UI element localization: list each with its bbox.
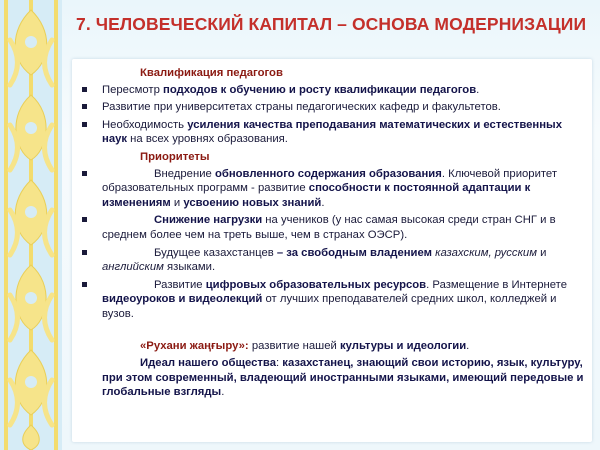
item-italic: английским [102,261,164,274]
kazakh-ornament-icon [0,0,62,450]
item-text: на учеников (у нас самая высокая среди стран СНГ и в среднем более чем на треть выше, чем в странах ОЭСР). [102,214,556,241]
item-text: : [276,357,283,370]
item-text: . [321,196,325,209]
bullet-icon [82,122,87,127]
section-heading-qualification: Квалификация педагогов [140,67,283,79]
item-emphasis: усиления качества преподавания математических и естественных наук [102,118,562,146]
ornament-strip [0,0,62,450]
bullet-icon [82,104,87,109]
ideal-of-society [76,356,590,400]
list-item [76,83,590,98]
item-text: от лучших преподавателей средних школ, колледжей и вузов. [102,293,557,320]
item-text: Внедрение [154,167,215,180]
item-emphasis: усвоению новых знаний [183,196,322,209]
ruhani-zhangyru-line [76,339,590,354]
item-emphasis: подходов к обучению и росту квалификации педагогов [163,83,477,96]
list-item [76,118,590,147]
item-emphasis: – за свободным владением [273,246,432,259]
list-item [76,278,590,322]
item-text: . [221,386,225,399]
item-text: на всех уровнях образования. [127,133,288,146]
item-text: Развитие [154,278,206,291]
item-text: . Размещение в Интернете [426,278,567,291]
item-text: . [466,339,470,352]
item-emphasis: видеоуроков и видеолекций [102,293,263,306]
list-item [76,167,590,211]
item-text: и [536,246,547,259]
item-text: и [170,196,184,209]
item-text: Развитие при университетах страны педагогических кафедр и факультетов. [102,101,501,114]
bullet-icon [82,87,87,92]
item-text: Будущее казахстанцев [154,246,274,259]
list-item [76,213,590,242]
bullet-icon [82,171,87,176]
list-item [76,246,590,275]
item-emphasis: культуры и идеологии [339,339,467,352]
item-text: . [476,83,480,96]
item-text: языками. [163,261,216,274]
item-italic: казахским, русским [432,246,537,259]
ideal-label: Идеал нашего общества [140,357,277,370]
item-emphasis: обновленного содержания образования [214,167,442,180]
content-body [76,66,590,400]
bullet-icon [82,217,87,222]
slide-title: 7. ЧЕЛОВЕЧЕСКИЙ КАПИТАЛ – ОСНОВА МОДЕРНИЗАЦИИ [76,14,587,34]
ruhani-label: «Рухани жаңғыру»: [140,339,249,352]
item-emphasis: казахстанец, знающий свои историю, язык, культуру, при этом современный, владеющий иностранными языками, имеющий передовые и глобальные взгляды [102,357,584,399]
item-text: развитие нашей [248,339,340,352]
item-emphasis: цифровых образовательных ресурсов [205,278,427,291]
item-emphasis: способности к постоянной адаптации к изменениям [102,182,531,209]
bullet-icon [82,282,87,287]
item-text: Пересмотр [102,83,164,96]
item-emphasis: Снижение нагрузки [154,214,263,227]
item-text: . Ключевой приоритет образовательных программ - развитие [102,167,558,195]
bullet-icon [82,250,87,255]
list-item [76,100,590,115]
section-heading-priorities: Приоритеты [140,150,210,163]
item-text: Необходимость [102,118,188,131]
